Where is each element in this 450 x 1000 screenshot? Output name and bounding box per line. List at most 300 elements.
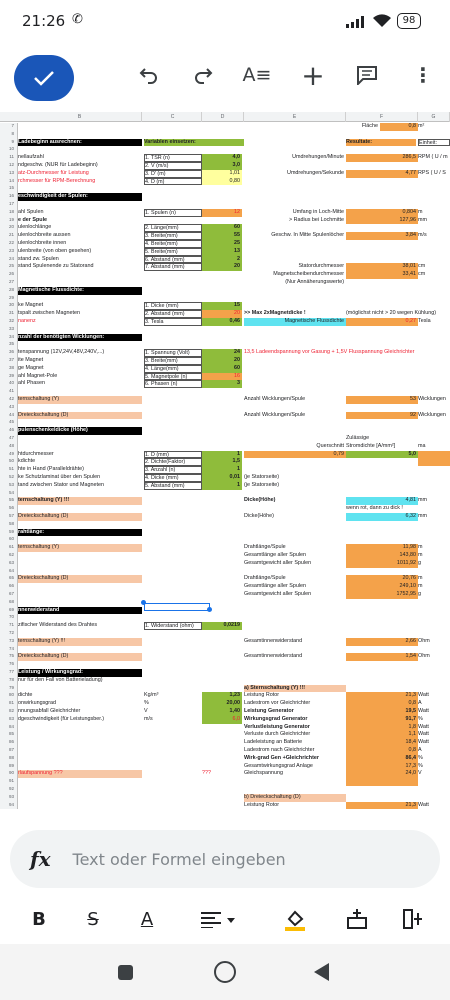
row-number[interactable]: 94	[0, 802, 18, 810]
cell[interactable]: %	[418, 754, 423, 761]
text-format-icon[interactable]: A≡	[242, 64, 272, 86]
cell[interactable]: 53	[346, 396, 418, 404]
row-number[interactable]: 75	[0, 653, 18, 661]
cell[interactable]: Anzahl Wicklungen/Spule	[244, 396, 306, 402]
cell[interactable]: m/s	[418, 232, 427, 239]
column-header-c[interactable]: C	[144, 112, 202, 122]
row-number[interactable]: 44	[0, 412, 18, 420]
cell[interactable]: 0,8	[380, 123, 418, 131]
cell[interactable]: Stromdichte [A/mm²]	[346, 442, 396, 449]
cell[interactable]: 1. Widerstand (ohm)	[144, 622, 202, 630]
cell[interactable]: dichte	[18, 692, 33, 699]
cell[interactable]: g	[418, 559, 421, 566]
cell[interactable]: Kg/m³	[144, 692, 159, 699]
row-number[interactable]: 91	[0, 778, 18, 786]
cell[interactable]: 13,5 Ladeendspannung vor Gasung + 1,5V Flusspannung Gleichrichter	[244, 349, 415, 356]
row-number[interactable]: 11	[0, 154, 18, 162]
cell[interactable]: ulenlochlänge	[18, 224, 52, 231]
cell[interactable]: 143,80	[346, 552, 418, 560]
cell[interactable]: Leistung / Wirkungsgrad:	[18, 669, 142, 677]
cell[interactable]: Statordurchmesser	[298, 263, 344, 270]
row-number[interactable]: 88	[0, 755, 18, 763]
row-number[interactable]: 87	[0, 747, 18, 755]
cell[interactable]: (möglichst nicht > 20 wegen Kühlung)	[346, 310, 437, 317]
cell[interactable]: m	[418, 208, 423, 215]
cell[interactable]: Gesamtinnenwiderstand	[244, 637, 303, 644]
row-number[interactable]: 68	[0, 599, 18, 607]
cell[interactable]: 0,27	[346, 318, 418, 326]
row-number[interactable]: 71	[0, 622, 18, 630]
cell[interactable]: b) Dreieckschaltung (D)	[244, 794, 346, 802]
cell[interactable]: Resultate:	[346, 139, 416, 147]
cell[interactable]: 4,77	[346, 170, 418, 178]
row-number[interactable]: 12	[0, 162, 18, 170]
row-number[interactable]: 25	[0, 263, 18, 271]
cell[interactable]: Magnetische Flussdichte	[244, 318, 346, 326]
row-number[interactable]: 85	[0, 731, 18, 739]
cell[interactable]: 0,804	[346, 209, 418, 217]
cell[interactable]: rlaufspannung ???	[18, 770, 142, 778]
cell[interactable]: Wirk-grad Gen +Gleichrichter	[244, 754, 319, 761]
cell[interactable]: (je Statorseite)	[244, 481, 280, 488]
cell[interactable]: 1. D (mm)	[144, 451, 202, 459]
cell[interactable]: 5. Breite(mm)	[144, 248, 202, 256]
cell[interactable]: m/s	[144, 715, 153, 722]
column-header-e[interactable]: E	[244, 112, 346, 122]
cell[interactable]: Ladebeginn ausrechnen:	[18, 139, 142, 147]
row-number[interactable]: 61	[0, 544, 18, 552]
cell[interactable]: rahtlänge:	[18, 529, 142, 537]
cell[interactable]: m	[418, 544, 423, 551]
cell[interactable]: 4. Breite(mm)	[144, 240, 202, 248]
row-number[interactable]: 65	[0, 575, 18, 583]
cell[interactable]: Gleichspannung	[244, 770, 283, 777]
cell[interactable]: 3,84	[346, 232, 418, 240]
cell[interactable]: 11,98	[346, 544, 418, 552]
cell[interactable]: 1. TSR (n)	[144, 154, 202, 162]
cell[interactable]: Anzahl Wicklungen/Spule	[244, 411, 306, 418]
cell[interactable]: 20,00	[202, 700, 242, 708]
cell[interactable]: kdichte	[18, 458, 36, 465]
cell[interactable]: ite Magnet	[18, 357, 44, 363]
cell[interactable]: 127,96	[346, 217, 418, 225]
cell[interactable]: Magnetscheibendurchmesser	[273, 271, 344, 278]
cell[interactable]: eschwindigkeit der Spulen:	[18, 193, 142, 201]
cell[interactable]: Wirkungsgrad Generator	[244, 715, 308, 722]
cell[interactable]: V	[418, 770, 422, 777]
row-number[interactable]: 33	[0, 326, 18, 334]
cell[interactable]: 25	[202, 240, 242, 248]
row-number[interactable]: 42	[0, 396, 18, 404]
cell[interactable]: Gesamtgewicht aller Spulen	[244, 559, 312, 566]
cell[interactable]: > Radius bei Lochmitte	[289, 216, 344, 223]
cell[interactable]: %	[144, 700, 149, 707]
selection-handle[interactable]	[141, 600, 146, 605]
cell[interactable]: 3. Breite(mm)	[144, 232, 202, 240]
cell[interactable]: Dicke(Höhe)	[244, 497, 276, 504]
recents-icon[interactable]	[118, 965, 133, 980]
cell[interactable]: zifischer Widerstand des Drahtes	[18, 622, 98, 629]
row-number[interactable]: 8	[0, 131, 18, 139]
cell[interactable]: ke Schutzlaminat über den Spulen	[18, 474, 101, 480]
cell[interactable]: 2. Dichte(Faktor)	[144, 458, 202, 466]
cell[interactable]: (je Statorseite)	[244, 474, 280, 480]
cell[interactable]: ulenlochbreite innen	[18, 240, 67, 246]
cell[interactable]: dgeschwindigkeit (für Leistungsber.)	[18, 715, 104, 722]
cell[interactable]: m	[418, 583, 423, 590]
cell[interactable]: ge Magnet	[18, 364, 44, 371]
row-number[interactable]: 51	[0, 466, 18, 474]
row-number[interactable]: 32	[0, 318, 18, 326]
cell[interactable]: tenspannung (12V,24V,48V,240V,...)	[18, 349, 105, 356]
cell[interactable]: V	[144, 708, 148, 714]
row-number[interactable]: 39	[0, 373, 18, 381]
cell[interactable]: 2,66	[346, 638, 418, 646]
cell[interactable]: 1752,95	[346, 591, 418, 599]
cell[interactable]: 1. Dicke (mm)	[144, 302, 202, 310]
cell[interactable]: ulenbreite (von oben gesehen)	[18, 247, 92, 254]
row-number[interactable]: 27	[0, 279, 18, 287]
cell[interactable]: 3	[202, 380, 242, 388]
cell[interactable]: 21,3	[346, 802, 418, 810]
cell[interactable]: 1	[202, 482, 242, 490]
cell[interactable]: Dreieckschaltung (D)	[18, 513, 142, 521]
cell[interactable]: ahl Spulen	[18, 208, 44, 215]
column-header-f[interactable]: F	[346, 112, 418, 122]
cell[interactable]: Dreieckschaltung (D)	[18, 412, 142, 420]
cell[interactable]: ternschaltung (Y)	[18, 396, 142, 404]
cell[interactable]: 3. Tesla	[144, 318, 202, 326]
cell[interactable]: 55	[202, 232, 242, 240]
row-number[interactable]: 76	[0, 661, 18, 669]
row-number[interactable]: 41	[0, 388, 18, 396]
row-number[interactable]: 62	[0, 552, 18, 560]
row-number[interactable]: 34	[0, 334, 18, 342]
row-number[interactable]: 49	[0, 451, 18, 459]
cell[interactable]: 6,0	[202, 716, 242, 724]
row-number[interactable]: 92	[0, 786, 18, 794]
cell[interactable]	[418, 451, 450, 459]
cell[interactable]: Gesamtgewicht aller Spulen	[244, 591, 312, 597]
row-number[interactable]: 90	[0, 770, 18, 778]
cell[interactable]: 7. Abstand (mm)	[144, 263, 202, 271]
cell[interactable]: Zulässige	[346, 435, 370, 441]
cell[interactable]: Tesla	[418, 318, 431, 324]
cell[interactable]: 4. Länge(mm)	[144, 365, 202, 373]
row-number[interactable]: 22	[0, 240, 18, 248]
row-number[interactable]: 73	[0, 638, 18, 646]
row-number[interactable]: 48	[0, 443, 18, 451]
redo-icon[interactable]	[186, 58, 220, 92]
cell[interactable]: nanenz	[18, 318, 36, 324]
column-header-d[interactable]: D	[202, 112, 244, 122]
cell[interactable]: a) Sternschaltung (Y) !!!	[244, 685, 346, 693]
cell[interactable]: 19,5	[346, 708, 418, 716]
cell[interactable]: m	[418, 575, 423, 582]
cell[interactable]: nur für den Fall von Batterieladung)	[18, 676, 103, 683]
cell[interactable]: hte in Hand (Paralleldrähte)	[18, 466, 84, 473]
row-number[interactable]: 54	[0, 490, 18, 498]
cell[interactable]: g	[418, 591, 421, 597]
row-number[interactable]: 74	[0, 646, 18, 654]
row-number[interactable]: 57	[0, 513, 18, 521]
cell[interactable]: >> Max 2xMagnetdicke !	[244, 310, 306, 317]
cell[interactable]: 38,01	[346, 263, 418, 271]
cell[interactable]: 0,8	[346, 747, 418, 755]
row-number[interactable]: 79	[0, 685, 18, 693]
cell[interactable]: 4. D (m)	[144, 178, 202, 186]
cell[interactable]: Einheit:	[418, 139, 450, 147]
column-header-b[interactable]: B	[18, 112, 142, 122]
cell[interactable]: Magnetische Flussdichte:	[18, 287, 142, 295]
cell[interactable]	[346, 778, 418, 786]
cell[interactable]: Querschnitt	[316, 442, 344, 449]
cell[interactable]: ndgeschw. (NUR für Ladebeginn)	[18, 162, 98, 168]
cell[interactable]: nzahl der benötigten Wicklungen:	[18, 334, 142, 342]
cell[interactable]: e der Spule	[18, 216, 48, 223]
column-header-g[interactable]: G	[418, 112, 450, 122]
row-number[interactable]: 64	[0, 568, 18, 576]
row-number[interactable]: 18	[0, 209, 18, 217]
row-number[interactable]: 52	[0, 474, 18, 482]
cell[interactable]: 13	[202, 248, 242, 256]
cell[interactable]: mm	[418, 513, 427, 519]
insert-row-icon[interactable]	[344, 904, 370, 934]
cell[interactable]: 1,40	[202, 708, 242, 716]
bold-icon[interactable]: B	[32, 908, 46, 930]
cell[interactable]: 1	[202, 451, 242, 459]
cell[interactable]: 1,54	[346, 653, 418, 661]
cell[interactable]: 2	[202, 256, 242, 264]
row-number[interactable]: 31	[0, 310, 18, 318]
cell[interactable]: 20	[202, 357, 242, 365]
cell[interactable]: Gesamtlänge aller Spulen	[244, 552, 307, 558]
cell[interactable]: wenn rot, dann zu dick !	[346, 505, 403, 512]
cell[interactable]: 286,5	[346, 154, 418, 162]
row-number[interactable]: 38	[0, 365, 18, 373]
cell[interactable]: cm	[418, 263, 426, 270]
cell[interactable]: Leistung Rotor	[244, 801, 280, 808]
row-number[interactable]: 40	[0, 380, 18, 388]
cell[interactable]: 0,0219	[202, 622, 242, 630]
cell[interactable]: ternschaltung (Y) !!!	[18, 497, 142, 505]
cell[interactable]: 5,0	[346, 451, 418, 459]
row-number[interactable]: 19	[0, 217, 18, 225]
row-number[interactable]: 89	[0, 763, 18, 771]
cell[interactable]: 18,4	[346, 739, 418, 747]
cell[interactable]: Umfang in Loch-Mitte	[292, 208, 344, 215]
cell[interactable]: ahl Phasen	[18, 380, 45, 387]
cell[interactable]: 92	[346, 412, 418, 420]
cell[interactable]: Dreieckschaltung (D)	[18, 575, 142, 583]
selection-handle[interactable]	[207, 607, 212, 612]
cell[interactable]: nnungsabfall Gleichrichter	[18, 708, 81, 714]
cell[interactable]: cm	[418, 271, 426, 278]
cell[interactable]: nellaufzahl	[18, 154, 44, 161]
row-number[interactable]: 21	[0, 232, 18, 240]
cell[interactable]: 24,0	[346, 770, 418, 778]
cell[interactable]: 20	[202, 310, 242, 318]
formula-input[interactable]: Text oder Formel eingeben	[72, 849, 286, 869]
cell[interactable]: 0,79	[244, 451, 346, 459]
row-number[interactable]: 55	[0, 497, 18, 505]
row-number[interactable]: 37	[0, 357, 18, 365]
cell[interactable]: 24	[202, 349, 242, 357]
row-number[interactable]: 7	[0, 123, 18, 131]
row-number[interactable]: 9	[0, 139, 18, 147]
cell[interactable]: Leistung Generator	[244, 708, 294, 714]
cell[interactable]: Umdrehungen/Sekunde	[287, 169, 344, 176]
row-number[interactable]: 82	[0, 708, 18, 716]
cell[interactable]: 6. Abstand (mm)	[144, 256, 202, 264]
row-number[interactable]: 24	[0, 256, 18, 264]
cell[interactable]: 21,3	[346, 692, 418, 700]
cell[interactable]: Variablen einsetzen:	[144, 139, 244, 147]
row-number[interactable]: 29	[0, 295, 18, 303]
cell[interactable]: Watt	[418, 692, 429, 699]
cell[interactable]: 2. V (m/s)	[144, 162, 202, 170]
row-number[interactable]: 28	[0, 287, 18, 295]
row-number[interactable]: 66	[0, 583, 18, 591]
cell[interactable]: 1. Spannung (Volt)	[144, 349, 202, 357]
row-number[interactable]: 36	[0, 349, 18, 357]
check-icon[interactable]	[14, 55, 74, 101]
row-number[interactable]: 13	[0, 170, 18, 178]
cell[interactable]: 1	[202, 466, 242, 474]
cell[interactable]: 1,5	[202, 458, 242, 466]
cell[interactable]: 1. Spulen (n)	[144, 209, 202, 217]
row-number[interactable]: 93	[0, 794, 18, 802]
cell[interactable]: Watt	[418, 731, 429, 738]
cell[interactable]: Verluste durch Gleichrichter	[244, 731, 311, 738]
row-number[interactable]: 84	[0, 724, 18, 732]
cell[interactable]: 5. Abstand (mm)	[144, 482, 202, 490]
cell[interactable]: Leistung Rotor	[244, 692, 280, 699]
cell[interactable]: Watt	[418, 801, 429, 808]
row-number[interactable]: 45	[0, 419, 18, 427]
row-number[interactable]: 17	[0, 201, 18, 209]
cell[interactable]: m²	[418, 123, 425, 129]
cell[interactable]: 60	[202, 224, 242, 232]
cell[interactable]: Umdrehungen/Minute	[292, 154, 344, 161]
row-number[interactable]: 46	[0, 427, 18, 435]
cell[interactable]: nnenwiderstand	[18, 607, 142, 615]
cell[interactable]: 1,8	[346, 724, 418, 732]
row-number[interactable]: 70	[0, 614, 18, 622]
cell[interactable]: stand zw. Spulen	[18, 255, 59, 262]
row-number[interactable]: 67	[0, 591, 18, 599]
cell[interactable]: Gesamtwirkungsgrad Anlage	[244, 762, 313, 769]
cell[interactable]: Fläche	[361, 123, 378, 129]
cell[interactable]: Watt	[418, 739, 429, 746]
cell[interactable]: 3. Anzahl (n)	[144, 466, 202, 474]
cell[interactable]: Dicke(Höhe)	[244, 513, 274, 519]
cell[interactable]: 0,46	[202, 318, 242, 326]
cell[interactable]: htdurchmesser	[18, 450, 54, 457]
row-number[interactable]: 16	[0, 193, 18, 201]
cell[interactable]: stand Spulenende zu Statorand	[18, 263, 94, 270]
cell[interactable]: Wicklungen	[418, 411, 446, 418]
back-icon[interactable]	[314, 963, 329, 981]
row-number[interactable]: 26	[0, 271, 18, 279]
cell[interactable]: 3. Breite(mm)	[144, 357, 202, 365]
cell[interactable]: 5. Magnetpole (n)	[144, 373, 202, 381]
cell[interactable]: ahl Magnet-Pole	[18, 372, 58, 379]
cell[interactable]: 4,0	[202, 154, 242, 162]
row-number[interactable]: 60	[0, 536, 18, 544]
cell[interactable]: 1,23	[202, 692, 242, 700]
cell[interactable]: tspalt zwischen Magneten	[18, 310, 81, 317]
cell[interactable]: Wicklungen	[418, 396, 446, 402]
more-vert-icon[interactable]: ⋮	[413, 63, 433, 87]
cell[interactable]: Gesamtlänge aller Spulen	[244, 583, 307, 590]
cell[interactable]: 4,81	[346, 497, 418, 505]
plus-icon[interactable]: +	[301, 58, 325, 92]
row-number[interactable]: 43	[0, 404, 18, 412]
cell[interactable]: RPS ( U / S	[418, 169, 446, 176]
cell[interactable]: Watt	[418, 708, 429, 714]
cell[interactable]: 0,80	[202, 178, 242, 186]
cell[interactable]: mm	[418, 497, 427, 504]
strikethrough-icon[interactable]: S	[87, 908, 99, 930]
cell[interactable]: mm	[418, 216, 427, 223]
cell[interactable]: onwirkungsgrad	[18, 700, 57, 707]
cell[interactable]: atz-Durchmesser für Leistung	[18, 169, 89, 176]
cell[interactable]: ulenlochbreite aussen	[18, 232, 71, 239]
cell[interactable]: 12	[202, 209, 242, 217]
cell[interactable]: 20	[202, 263, 242, 271]
undo-icon[interactable]	[132, 58, 166, 92]
cell[interactable]: Ohm	[418, 653, 430, 660]
cell[interactable]: Watt	[418, 723, 429, 730]
cell[interactable]: Gesamtinnenwiderstand	[244, 653, 303, 660]
fill-color-icon[interactable]	[280, 904, 310, 934]
row-number[interactable]: 83	[0, 716, 18, 724]
row-number[interactable]: 47	[0, 435, 18, 443]
cell[interactable]: 33,41	[346, 271, 418, 279]
cell[interactable]: 15	[202, 302, 242, 310]
comment-icon[interactable]	[350, 58, 384, 92]
row-number[interactable]: 35	[0, 341, 18, 349]
cell[interactable]: rchmesser für RPM-Berechnung	[18, 177, 96, 184]
cell[interactable]: Drahtlänge/Spule	[244, 544, 286, 551]
cell[interactable]: ma	[418, 442, 426, 449]
cell[interactable]: 16	[202, 373, 242, 381]
row-number[interactable]: 14	[0, 178, 18, 186]
cell[interactable]: 1,01	[202, 170, 242, 178]
cell[interactable]: 2. Länge(mm)	[144, 224, 202, 232]
cell[interactable]: Verlustleistung Generator	[244, 723, 310, 730]
home-icon[interactable]	[214, 961, 236, 983]
cell[interactable]: 3. D' (m)	[144, 170, 202, 178]
cell[interactable]: Ladestrom vor Gleichrichter	[244, 700, 311, 707]
cell[interactable]: pulenschenkeldicke (Höhe)	[18, 427, 142, 435]
cell[interactable]: 60	[202, 365, 242, 373]
cell[interactable]: 0,01	[202, 474, 242, 482]
cell[interactable]: m	[418, 552, 423, 558]
cell[interactable]: %	[418, 762, 423, 769]
cell[interactable]: 1011,92	[346, 560, 418, 568]
row-number[interactable]: 50	[0, 458, 18, 466]
cell[interactable]: 3,0	[202, 162, 242, 170]
cell[interactable]: Ohm	[418, 637, 430, 644]
row-number[interactable]: 69	[0, 607, 18, 615]
cell[interactable]: ???	[202, 770, 211, 777]
row-number[interactable]: 86	[0, 739, 18, 747]
row-number[interactable]: 72	[0, 630, 18, 638]
cell[interactable]: %	[418, 715, 423, 722]
insert-column-icon[interactable]	[400, 904, 426, 934]
